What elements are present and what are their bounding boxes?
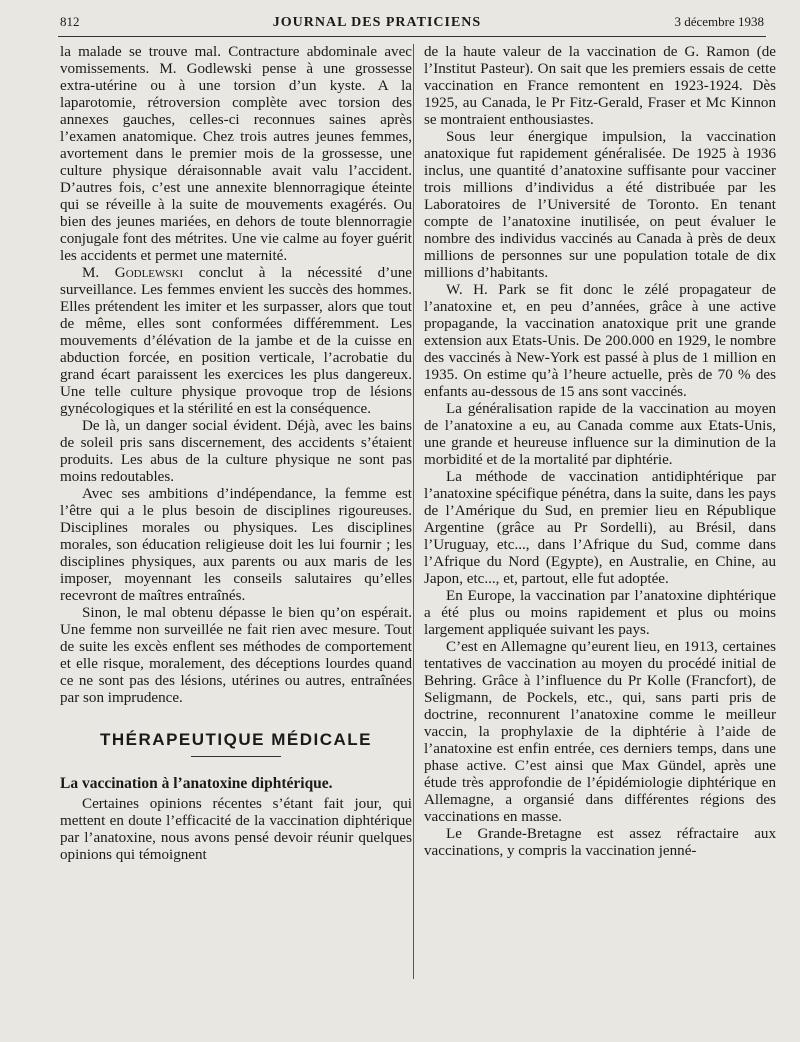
paragraph: la malade se trouve mal. Contracture abdominale avec vomissements. M. Godlewski pense à une grossesse extra-utérine ou à une torsion d’un kyste. A la laparotomie, rétroversion complète avec torsion des annexes gauches, celles-ci reconnues saines après l’examen anatomique. Chez trois autres jeunes femmes, avortement dans le premier mois de la grossesse, une culture physique déraisonnable avait valu l’accident. D’autres fois, c’est une annexite blennorragique éteinte qui se réveille à la suite de mouvements exagérés. Ou bien des jeunes mariées, en dehors de toute blennorragie conjugale font des métrites. Une vie calme au foyer guérit les accidents et permet une maternité. [60,44,412,264]
paragraph [60,265,412,418]
paragraph: Le Grande-Bretagne est assez réfractaire aux vaccinations, y compris la vaccination jenné- [424,826,776,859]
page-header [60,14,764,36]
left-column [60,44,412,864]
section-title: THÉRAPEUTIQUE MÉDICALE [100,730,372,749]
paragraph: La généralisation rapide de la vaccination au moyen de l’anatoxine a eu, au Canada comme aux Etats-Unis, une grande et heureuse influence sur la diminution de la morbidité et de la mortalité par diphtérie. [424,401,776,468]
column-divider [413,44,414,979]
paragraph: La méthode de vaccination antidiphtérique par l’anatoxine spécifique pénétra, dans la suite, dans les pays de l’Amérique du Sud, en premier lieu en République Argentine (grâce au Pr Sordelli), au Brésil, dans l’Uruguay, etc..., dans l’Afrique du Sud, comme dans l’Afrique du Nord (Egypte), en Australie, en Chine, au Japon, etc..., et, partout, elle fut adoptée. [424,469,776,587]
paragraph: Avec ses ambitions d’indépendance, la femme est l’être qui a le plus besoin de disciplines rigoureuses. Disciplines morales ou physiques. Les disciplines morales, son éducation religieuse doit les lui fournir ; les disciplines physiques, aux parents ou aux maris de les imposer, moyennant les conseils salutaires qu’elles recevront de maîtres entraînés. [60,486,412,604]
paragraph: Certaines opinions récentes s’étant fait jour, qui mettent en doute l’efficacité de la vaccination diphtérique par l’anatoxine, nous avons pensé devoir réunir quelques opinions qui témoignent [60,796,412,863]
paragraph: Sinon, le mal obtenu dépasse le bien qu’on espérait. Une femme non surveillée ne fait rien avec mesure. Tout de suite les excès enflent ses méthodes de comportement et elle risque, moralement, des déceptions lourdes quand ce ne sont pas des lésions, utérines ou autres, entraînées par son imprudence. [60,605,412,706]
paragraph: C’est en Allemagne qu’eurent lieu, en 1913, certaines tentatives de vaccination au moyen du procédé initial de Behring. Grâce à l’influence du Pr Kolle (Francfort), de Seligmann, de Pockels, etc., qui, sans parti pris de doctrine, reconnurent l’anatoxine comme le meilleur vaccin, la prophylaxie de la diphtérie à l’aide de l’anatoxine est enfin entrée, ces derniers temps, dans une phase active. C’est ainsi que Max Gündel, après une étude très approfondie de l’épidémiologie diphtérique en Allemagne, a organsié dans différentes régions des vaccinations en masse. [424,639,776,825]
paragraph: de la haute valeur de la vaccination de G. Ramon (de l’Institut Pasteur). On sait que les premiers essais de cette vaccination en France remontent en 1923-1924. Dès 1925, au Canada, le Pr Fitz-Gerald, Fraser et Mc Kinnon se montraient enthousiastes. [424,44,776,128]
paragraph: W. H. Park se fit donc le zélé propagateur de l’anatoxine et, en peu d’années, grâce à une active propagande, la vaccination anatoxique prit une grande extension aux Etats-Unis. De 200.000 en 1929, le nombre des vaccinés à New-York est passé à plus de 1 million en 1935. On estime qu’à l’heure actuelle, près de 70 % des enfants au-dessous de 15 ans sont vaccinés. [424,282,776,400]
author-name: M. Godlewski [82,265,184,281]
issue-date: 3 décembre 1938 [674,14,764,29]
article-subtitle: La vaccination à l’anatoxine diphtérique. [60,775,333,792]
page-number: 812 [60,14,80,29]
paragraph: Sous leur énergique impulsion, la vaccination anatoxique fut rapidement généralisée. De 1925 à 1936 inclus, une quantité d’anatoxine suffisante pour vacciner trois millions d’individus a été distribuée par les Laboratoires de l’Université de Toronto. En tenant compte de l’anatoxine inutilisée, on peut évaluer le nombre des individus vaccinés au Canada à près de deux millions de personnes sur une population totale de dix millions d’habitants. [424,129,776,281]
journal-title: JOURNAL DES PRATICIENS [272,15,482,30]
section-rule [191,756,281,757]
paragraph: De là, un danger social évident. Déjà, avec les bains de soleil pris sans discernement, des accidents s’étaient produits. Les abus de la culture physique ne sont pas moins redoutables. [60,418,412,485]
paragraph-text: conclut à la nécessité d’une surveillance. Les femmes envient les succès des hommes. Elles prétendent les imiter et les surpasser, alors que tout de même, elles sont conformées différemment. Les mouvements d’élévation de la jambe et de la cuisse en abduction forcée, en position verticale, l’acrobatie du grand écart paraissent les exercices les plus dangereux. Une telle culture physique provoque trop de lésions gynécologiques et la stérilité en est la conséquence. [60,265,412,417]
right-column [424,44,776,860]
header-rule [58,36,766,37]
paragraph: En Europe, la vaccination par l’anatoxine diphtérique a été plus ou moins rapidement et plus ou moins largement appliquée suivant les pays. [424,588,776,638]
